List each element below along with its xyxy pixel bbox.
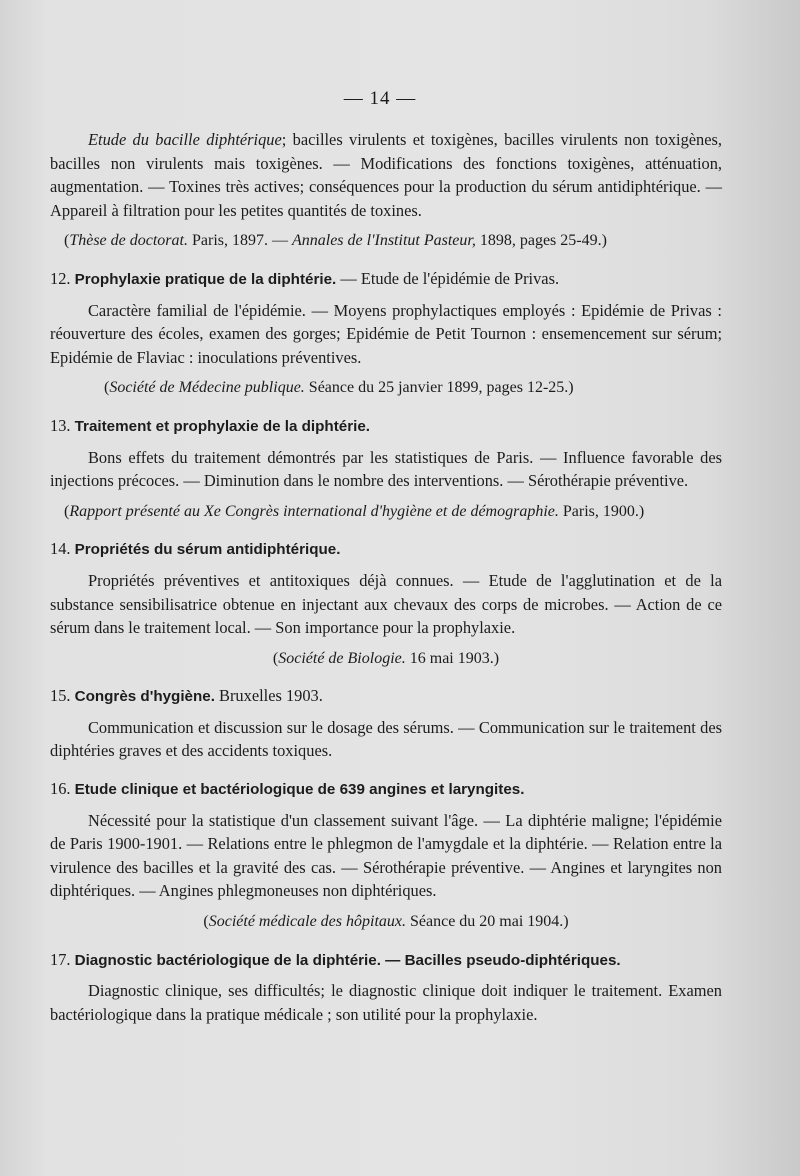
entry-number: 12. [50,268,71,288]
entry-13 [50,414,722,523]
entry-heading: Propriétés du sérum antidiphtérique. [74,541,341,559]
ref-mid: Paris, 1897. — [187,232,292,250]
entry-number: 13. [50,415,71,435]
entry-16 [50,777,722,934]
entry-body: Caractère familial de l'épidémie. — Moyens prophylactiques employés : Epidémie de Privas : réouverture des écoles, examen des gorges; Epidémie de Petit Tournon : ensemencement sur sérum; Epidémie de Flaviac : inoculations préventives. [50,300,722,367]
entry-14 [50,537,722,670]
ref-open: ( [203,913,209,931]
entry-title [50,684,722,709]
document-body [50,128,722,1026]
ref-details: Séance du 20 mai 1904.) [405,913,569,931]
entry-reference [50,500,722,524]
entry-reference [50,647,722,671]
intro-italic-lead: Etude du bacille diphtérique [88,130,282,149]
page-number: — 14 — [343,88,417,109]
ref-annales: Annales de l'Institut Pasteur, [291,232,476,250]
entry-reference [50,376,722,400]
entry-title [50,267,722,292]
entry-title [50,537,722,562]
entry-body: Communication et discussion sur le dosage des sérums. — Communication sur le traitement des diphtéries graves et des accidents toxiques. [50,717,722,761]
entry-heading: Etude clinique et bactériologique de 639 angines et laryngites. [74,781,525,799]
entry-body: Propriétés préventives et antitoxiques déjà connues. — Etude de l'agglutination et de la substance sensibilisatrice obtenue en injectant aux chevaux des corps de microbes. — Action de ce sérum dans le traitement local. — Son importance pour la prophylaxie. [50,570,722,638]
entry-heading-rest: Bruxelles 1903. [214,686,323,706]
ref-source: Société de Médecine publique. [109,379,305,397]
entry-17 [50,948,722,1027]
entry-12 [50,267,722,400]
ref-source: Société de Biologie. [278,649,406,667]
entry-heading: Traitement et prophylaxie de la diphtérie. [74,417,371,435]
ref-source: Société médicale des hôpitaux. [208,913,406,931]
intro-reference [50,229,722,253]
entry-number: 17. [50,949,71,969]
ref-details: Paris, 1900.) [558,502,645,520]
intro-paragraph [50,128,722,222]
ref-open: ( [64,232,70,250]
ref-open: ( [272,649,279,667]
entry-title [50,948,722,973]
entry-body: Bons effets du traitement démontrés par les statistiques de Paris. — Influence favorable des injections précoces. — Diminution dans le nombre des interventions. — Sérothérapie préventive. [50,447,722,491]
entry-body: Diagnostic clinique, ses difficultés; le diagnostic clinique doit indiquer le traitement. Examen bactériologique dans la pratique médicale ; son utilité pour la prophylaxie. [50,981,722,1024]
entry-title [50,414,722,439]
entry-heading-rest: — Etude de l'épidémie de Privas. [336,268,560,288]
ref-thesis: Thèse de doctorat. [69,232,188,250]
entry-number: 14. [50,539,71,559]
entry-number: 16. [50,779,71,799]
entry-title [50,777,722,802]
ref-close: 1898, pages 25-49.) [475,232,607,250]
intro-text: ; bacilles virulents et toxigènes, bacilles virulents non toxigènes, bacilles non virulents mais toxigènes. — Modifications des fonctions toxigènes, atténuation, augmentation. — Toxines très actives; conséquences pour la production du sérum antidiphtérique. — Appareil à filtration pour les petites quantités de toxines. [50,130,722,220]
entry-heading: Congrès d'hygiène. [74,688,215,706]
ref-details: 16 mai 1903.) [405,649,500,667]
entry-number: 15. [50,686,71,706]
entry-heading: Diagnostic bactériologique de la diphtérie. — Bacilles pseudo-diphtériques. [74,951,621,969]
ref-open: ( [64,502,70,520]
entry-reference [50,910,722,934]
ref-open: ( [104,379,110,397]
entry-heading: Prophylaxie pratique de la diphtérie. [74,270,337,288]
ref-details: Séance du 25 janvier 1899, pages 12-25.) [304,379,574,397]
ref-source: Rapport présenté au Xe Congrès international d'hygiène et de démographie. [69,502,559,520]
entry-15 [50,684,722,763]
entry-body: Nécessité pour la statistique d'un classement suivant l'âge. — La diphtérie maligne; l'épidémie de Paris 1900-1901. — Relations entre le phlegmon de l'amygdale et la diphtérie. — Relation entre la virulence des bacilles et la gravité des cas. — Sérothérapie préventive. — Angines et laryngites non diphtériques. — Angines phlegmoneuses non diphtériques. [50,810,722,901]
